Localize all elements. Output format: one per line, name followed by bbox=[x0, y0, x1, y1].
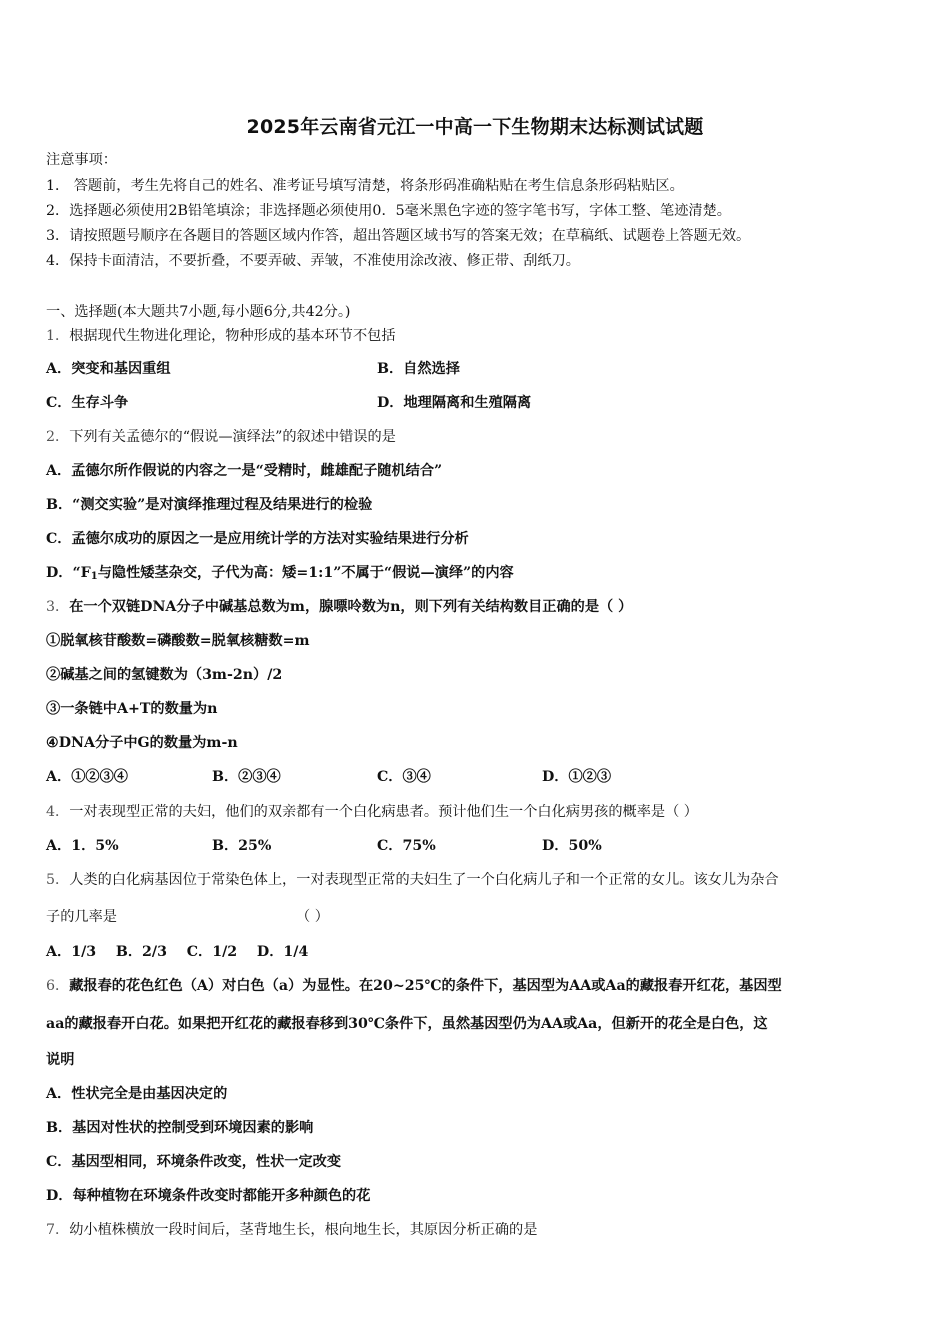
question-5-line-2 bbox=[46, 907, 329, 927]
question-6-option-a: A．性状完全是由基因决定的 bbox=[46, 1086, 228, 1102]
question-1-option-a: A．突变和基因重组 bbox=[46, 361, 171, 377]
notice-item-1: 1． 答题前，考生先将自己的姓名、准考证号填写清楚，将条形码准确粘贴在考生信息条形码粘贴区。 bbox=[46, 178, 684, 194]
question-4-option-a: A．1．5% bbox=[46, 838, 119, 854]
question-6-stem-line-2: aa的藏报春开白花。如果把开红花的藏报春移到30℃条件下，虽然基因型仍为AA或Aa，但新开的花全是白色，这 bbox=[46, 1016, 768, 1032]
notice-item-3: 3．请按照题号顺序在各题目的答题区域内作答，超出答题区域书写的答案无效；在草稿纸、试题卷上答题无效。 bbox=[46, 228, 751, 244]
question-4-option-d: D．50% bbox=[542, 838, 602, 854]
question-1-option-b: B．自然选择 bbox=[377, 361, 460, 377]
question-6-number: 6． bbox=[46, 978, 70, 994]
question-5-answer-paren: （ ） bbox=[296, 909, 329, 925]
question-1-stem: 根据现代生物进化理论，物种形成的基本环节不包括 bbox=[69, 328, 396, 344]
notice-item-4: 4．保持卡面清洁，不要折叠，不要弄破、弄皱，不准使用涂改液、修正带、刮纸刀。 bbox=[46, 253, 580, 269]
question-3-option-d: D．①②③ bbox=[542, 769, 612, 785]
question-4 bbox=[46, 802, 698, 822]
question-5-stem-line-2: 子的几率是 bbox=[46, 909, 117, 925]
question-3 bbox=[46, 597, 632, 617]
question-6-option-d: D．每种植物在环境条件改变时都能开多种颜色的花 bbox=[46, 1188, 371, 1204]
question-2-option-d bbox=[46, 563, 514, 587]
question-3-statement-4: ④DNA分子中G的数量为m-n bbox=[46, 735, 238, 751]
question-1 bbox=[46, 326, 396, 346]
question-3-statement-1: ①脱氧核苷酸数=磷酸数=脱氧核糖数=m bbox=[46, 633, 310, 649]
question-7 bbox=[46, 1220, 537, 1240]
question-3-options bbox=[46, 767, 612, 787]
question-6-option-b: B．基因对性状的控制受到环境因素的影响 bbox=[46, 1120, 314, 1136]
page-title: 2025年云南省元江一中高一下生物期末达标测试试题 bbox=[246, 116, 704, 138]
question-2-option-b: B．“测交实验”是对演绎推理过程及结果进行的检验 bbox=[46, 497, 373, 513]
question-1-option-d: D．地理隔离和生殖隔离 bbox=[377, 395, 532, 411]
question-3-stem: 在一个双链DNA分子中碱基总数为m，腺嘌呤数为n，则下列有关结构数目正确的是（ ） bbox=[69, 599, 633, 615]
question-4-options bbox=[46, 836, 602, 856]
question-3-statement-2: ②碱基之间的氢键数为（3m-2n）/2 bbox=[46, 667, 283, 683]
question-4-option-b: B．25% bbox=[212, 838, 272, 854]
question-3-option-c: C．③④ bbox=[377, 769, 431, 785]
question-6 bbox=[46, 976, 782, 996]
question-1-option-c: C．生存斗争 bbox=[46, 395, 129, 411]
question-5-options: A．1/3 B．2/3 C．1/2 D．1/4 bbox=[46, 944, 309, 960]
question-7-number: 7． bbox=[46, 1222, 70, 1238]
question-5-stem-line-1: 人类的白化病基因位于常染色体上，一对表现型正常的夫妇生了一个白化病儿子和一个正常的女儿。该女儿为杂合 bbox=[69, 872, 779, 888]
question-2-stem: 下列有关孟德尔的“假说—演绎法”的叙述中错误的是 bbox=[69, 429, 396, 445]
question-1-options-row-2 bbox=[46, 393, 532, 413]
question-2-option-d-prefix: D．“F bbox=[46, 565, 91, 581]
section-heading: 一、选择题(本大题共7小题,每小题6分,共42分。) bbox=[46, 304, 351, 320]
question-5 bbox=[46, 870, 779, 890]
question-2-option-c: C．孟德尔成功的原因之一是应用统计学的方法对实验结果进行分析 bbox=[46, 531, 469, 547]
question-1-options-row-1 bbox=[46, 359, 460, 379]
question-4-number: 4． bbox=[46, 804, 70, 820]
question-2 bbox=[46, 427, 396, 447]
question-2-number: 2． bbox=[46, 429, 70, 445]
question-4-stem: 一对表现型正常的夫妇，他们的双亲都有一个白化病患者。预计他们生一个白化病男孩的概率是（ ） bbox=[69, 804, 698, 820]
question-7-stem: 幼小植株横放一段时间后，茎背地生长，根向地生长，其原因分析正确的是 bbox=[69, 1222, 538, 1238]
question-2-option-d-rest: 与隐性矮茎杂交，子代为高：矮=1:1”不属于“假说—演绎”的内容 bbox=[97, 565, 514, 581]
question-6-option-c: C．基因型相同，环境条件改变，性状一定改变 bbox=[46, 1154, 342, 1170]
question-6-stem-line-3: 说明 bbox=[46, 1052, 75, 1068]
question-4-option-c: C．75% bbox=[377, 838, 436, 854]
notice-heading: 注意事项： bbox=[46, 152, 117, 168]
question-6-stem-line-1: 藏报春的花色红色（A）对白色（a）为显性。在20~25℃的条件下，基因型为AA或Aa的藏报春开红花，基因型 bbox=[69, 978, 782, 994]
question-2-option-a: A．孟德尔所作假说的内容之一是“受精时，雌雄配子随机结合” bbox=[46, 463, 443, 479]
question-5-number: 5． bbox=[46, 872, 70, 888]
notice-item-2: 2．选择题必须使用2B铅笔填涂；非选择题必须使用0．5毫米黑色字迹的签字笔书写，字体工整、笔迹清楚。 bbox=[46, 203, 731, 219]
question-1-number: 1． bbox=[46, 328, 70, 344]
question-3-statement-3: ③一条链中A+T的数量为n bbox=[46, 701, 218, 717]
question-3-number: 3． bbox=[46, 599, 70, 615]
question-2-option-d-subscript: 1 bbox=[90, 571, 98, 582]
question-3-option-a: A．①②③④ bbox=[46, 769, 128, 785]
question-3-option-b: B．②③④ bbox=[212, 769, 281, 785]
